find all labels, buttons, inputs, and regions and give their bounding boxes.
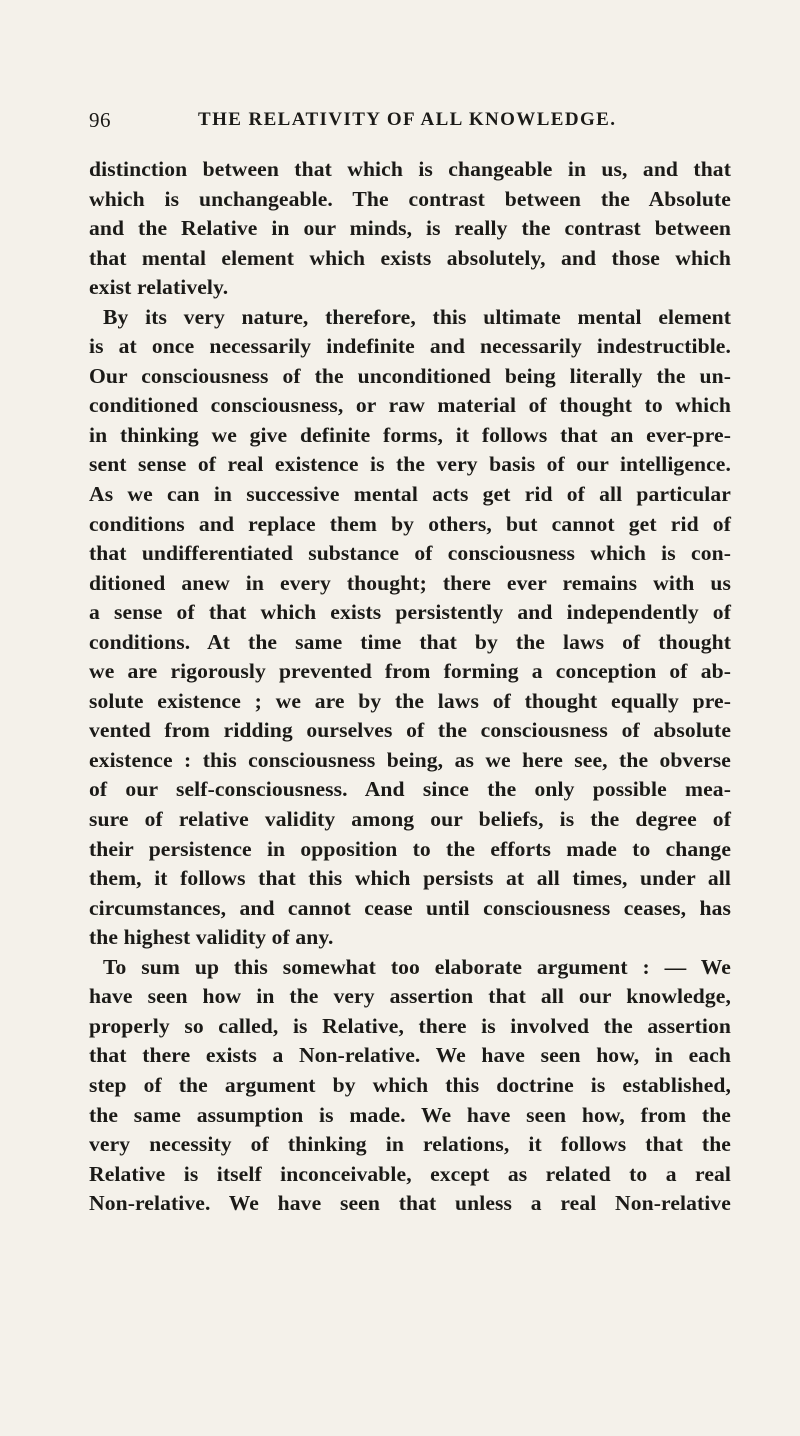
text-line: vented from ridding ourselves of the consciousness of absolute	[89, 718, 731, 743]
text-line: distinction between that which is changeable in us, and that	[89, 157, 731, 181]
text-line: By its very nature, therefore, this ultimate mental element	[103, 304, 731, 329]
text-line: which is unchangeable. The contrast between the Absolute	[89, 186, 731, 211]
text-line: that mental element which exists absolutely, and those which	[89, 245, 731, 270]
text-line: the same assumption is made. We have seen how, from the	[89, 1102, 731, 1127]
text-line: that undifferentiated substance of consciousness which is con-	[89, 541, 731, 566]
text-line: the highest validity of any.	[89, 925, 334, 950]
text-line: conditioned consciousness, or raw material of thought to which	[89, 393, 731, 418]
text-line: and the Relative in our minds, is really the contrast between	[89, 216, 731, 241]
text-line: Non-relative. We have seen that unless a real Non-relative	[89, 1191, 731, 1216]
text-line: To sum up this somewhat too elaborate argument : — We	[103, 954, 731, 979]
text-line: conditions. At the same time that by the laws of thought	[89, 629, 731, 654]
text-line: Relative is itself inconceivable, except as related to a real	[89, 1161, 731, 1186]
text-line: step of the argument by which this doctrine is established,	[89, 1072, 731, 1097]
text-line: conditions and replace them by others, but cannot get rid of	[89, 511, 731, 536]
running-title: THE RELATIVITY OF ALL KNOWLEDGE.	[198, 109, 617, 130]
text-line: them, it follows that this which persists at all times, under all	[89, 866, 731, 891]
text-line: exist relatively.	[89, 275, 229, 300]
text-line: circumstances, and cannot cease until consciousness ceases, has	[89, 895, 731, 920]
text-line: sure of relative validity among our beliefs, is the degree of	[89, 807, 731, 832]
text-line: As we can in successive mental acts get rid of all particular	[89, 482, 731, 507]
text-line: in thinking we give definite forms, it follows that an ever-pre-	[89, 422, 731, 447]
text-line: have seen how in the very assertion that all our knowledge,	[89, 984, 731, 1009]
running-head	[89, 108, 729, 138]
text-line: existence : this consciousness being, as we here see, the obverse	[89, 747, 731, 772]
text-line: of our self-consciousness. And since the only possible mea-	[89, 777, 731, 802]
text-line: ditioned anew in every thought; there ever remains with us	[89, 570, 731, 595]
text-line: sent sense of real existence is the very basis of our intelligence.	[89, 452, 731, 477]
page-number: 96	[89, 108, 111, 132]
text-line: very necessity of thinking in relations, it follows that the	[89, 1132, 731, 1157]
text-line: a sense of that which exists persistently and independently of	[89, 600, 731, 625]
text-line: their persistence in opposition to the efforts made to change	[89, 836, 731, 861]
text-line: solute existence ; we are by the laws of thought equally pre-	[89, 688, 731, 713]
text-line: that there exists a Non-relative. We have seen how, in each	[89, 1043, 731, 1068]
body-text	[89, 155, 731, 1219]
text-line: is at once necessarily indefinite and necessarily indestructible.	[89, 334, 731, 359]
text-line: we are rigorously prevented from forming a conception of ab-	[89, 659, 731, 684]
text-line: properly so called, is Relative, there is involved the assertion	[89, 1013, 731, 1038]
text-line: Our consciousness of the unconditioned being literally the un-	[89, 363, 731, 388]
